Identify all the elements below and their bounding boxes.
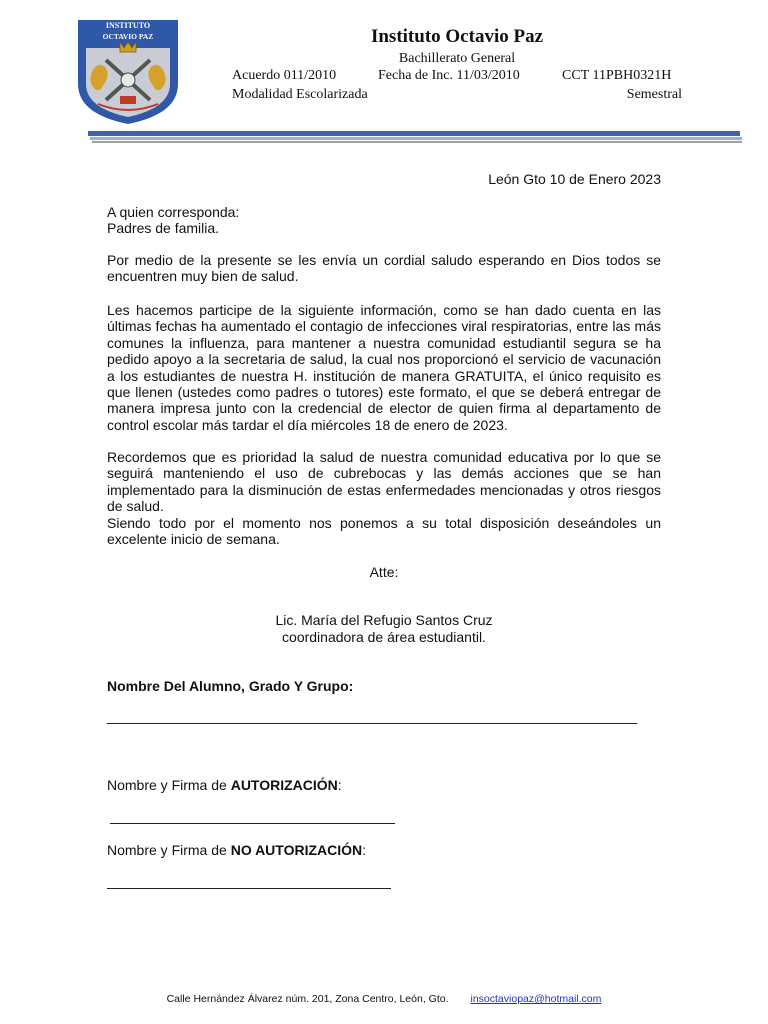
logo-bottom-text: OCTAVIO PAZ — [102, 32, 154, 41]
period: Semestral — [626, 87, 682, 102]
authorization-prefix: Nombre y Firma de — [107, 777, 231, 793]
no-authorization-prefix: Nombre y Firma de — [107, 842, 231, 858]
header-divider — [88, 131, 742, 144]
no-authorization-keyword: NO AUTORIZACIÓN — [230, 842, 363, 858]
no-authorization-label — [107, 842, 366, 858]
authorization-label — [107, 777, 342, 793]
cct-code: CCT 11PBH0321H — [562, 68, 672, 83]
modality: Modalidad Escolarizada — [232, 87, 368, 102]
signer-name: Lic. María del Refugio Santos Cruz — [275, 612, 493, 628]
student-name-label: Nombre Del Alumno, Grado Y Grupo: — [107, 678, 354, 694]
paragraph-3: Recordemos que es prioridad la salud de nuestra comunidad educativa por lo que se seguirá manteniendo el uso de cubrebocas y las demás acciones que se han implementado para la disminución de estas enfermedades mencionadas y otros riesgos de salud. — [107, 449, 661, 515]
salutation-line-2: Padres de familia. — [107, 220, 220, 237]
authorization-signature-line[interactable] — [110, 823, 395, 824]
student-name-line[interactable] — [107, 723, 637, 724]
footer — [0, 993, 768, 1005]
no-authorization-suffix: : — [362, 842, 367, 858]
no-authorization-signature-line[interactable] — [107, 888, 391, 889]
paragraph-1: Por medio de la presente se les envía un cordial saludo esperando en Dios todos se encuentren muy bien de salud. — [107, 252, 661, 285]
authorization-keyword: AUTORIZACIÓN — [230, 777, 338, 793]
salutation — [107, 204, 661, 237]
institute-logo — [76, 18, 180, 126]
footer-email-link[interactable]: insoctaviopaz@hotmail.com — [470, 993, 602, 1005]
paragraph-4: Siendo todo por el momento nos ponemos a su total disposición deseándoles un excelente inicio de semana. — [107, 515, 661, 548]
school-type: Bachillerato General — [398, 51, 516, 66]
salutation-line-1: A quien corresponda: — [107, 204, 240, 220]
letter-date: León Gto 10 de Enero 2023 — [488, 171, 661, 187]
signer-role: coordinadora de área estudiantil. — [282, 629, 486, 645]
authorization-suffix: : — [337, 777, 342, 793]
logo-top-text: INSTITUTO — [105, 21, 151, 30]
paragraph-2: Les hacemos participe de la siguiente información, como se han dado cuenta en las últimas fechas ha aumentado el contagio de infecciones viral respiratorias, entre las más comunes la influenza, para mantener a nuestra comunidad estudiantil segura se ha pedido apoyo a la secretaria de salud, la cual nos proporcionó el servicio de vacunación a los estudiantes de nuestra H. institución de manera GRATUITA, el único requisito es que llenen (ustedes como padres o tutores) este formato, el que se deberá entregar de manera impresa junto con la credencial de elector de quien firma al departamento de control escolar más tardar el día miércoles 18 de enero de 2023. — [107, 302, 661, 433]
closing: Atte: — [369, 564, 399, 580]
institution-name: Instituto Octavio Paz — [370, 26, 544, 47]
start-date: Fecha de Inc. 11/03/2010 — [378, 68, 520, 83]
agreement-number: Acuerdo 011/2010 — [232, 68, 337, 83]
footer-address: Calle Hernández Álvarez núm. 201, Zona Centro, León, Gto. — [166, 993, 449, 1005]
